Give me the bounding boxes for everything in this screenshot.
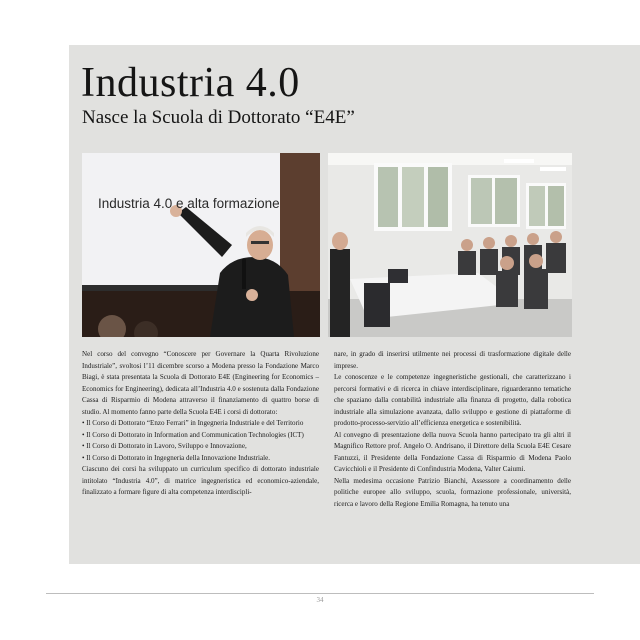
speaker-photo-illustration	[82, 153, 320, 337]
list-item: • Il Corso di Dottorato in Lavoro, Sviluppo e Innovazione,	[82, 442, 247, 450]
article-body-left-column	[82, 349, 319, 499]
body-paragraph: Nel corso del convegno “Conoscere per Governare la Quarta Rivoluzione Industriale”, svoltosi l’11 dicembre scorso a Modena presso la Fondazione Marco Biagi, è stata presentata la Scuola di Dottorato E4E (Engineering for Economics – Economics for Engineering), dedicata all’Industria 4.0 e sostenuta dalla Fondazione Cassa di Risparmio di Modena attraverso il finanziamento di quattro borse di studio. Al momento fanno parte della Scuola E4E i corsi di dottorato:	[82, 350, 319, 416]
list-item: • Il Corso di Dottorato “Enzo Ferrari” in Ingegneria Industriale e del Territorio	[82, 419, 304, 427]
page-number: 34	[316, 596, 324, 604]
footer-divider	[46, 593, 594, 594]
body-paragraph: Ciascuno dei corsi ha sviluppato un curriculum specifico di dottorato industriale intitolato “Industria 4.0”, di matrice ingegneristica ed economico-aziendale, finalizzato a formare figure di alta competenza interdiscipli-	[82, 465, 319, 496]
list-item: • Il Corso di Dottorato in Information and Communication Technologies (ICT)	[82, 430, 304, 439]
body-paragraph: nare, in grado di inserirsi utilmente nei processi di trasformazione digitale delle imprese.	[334, 350, 571, 370]
body-paragraph: Al convegno di presentazione della nuova Scuola hanno partecipato tra gli altri il Magnifico Rettore prof. Angelo O. Andrisano, il Direttore della Scuola E4E Cesare Fantuzzi, il Presidente della Fondazione Cassa di Risparmio di Modena Paolo Cavicchioli e il Presidente di Confindustria Modena, Valter Caiumi.	[334, 430, 571, 473]
audience-photo	[328, 153, 572, 337]
article-body-right-column	[334, 349, 571, 510]
speaker-photo	[82, 153, 320, 337]
body-paragraph: Le conoscenze e le competenze ingegneristiche gestionali, che caratterizzano i percorsi formativi e di ricerca in chiave interdisciplinare, riguarderanno tematiche che spaziano dalla contabilità industriale alla finanza di progetto, dalla robotica industriale alla simulazione avanzata, dallo sviluppo e gestione di piattaforme di prodotto-processo-servizio all’efficienza energetica e sostenibilità.	[334, 373, 571, 427]
audience-photo-illustration	[328, 153, 572, 337]
article-title: Industria 4.0	[81, 60, 300, 106]
body-paragraph: Nella medesima occasione Patrizio Bianchi, Assessore a coordinamento delle politiche europee allo sviluppo, scuola, formazione professionale, università, ricerca e lavoro della Regione Emilia Romagna, ha tenuto una	[334, 476, 571, 508]
slide-caption: Industria 4.0 e alta formazione	[98, 196, 280, 211]
article-subtitle: Nasce la Scuola di Dottorato “E4E”	[82, 107, 355, 128]
list-item: • Il Corso di Dottorato in Ingegneria della Innovazione Industriale.	[82, 453, 270, 462]
